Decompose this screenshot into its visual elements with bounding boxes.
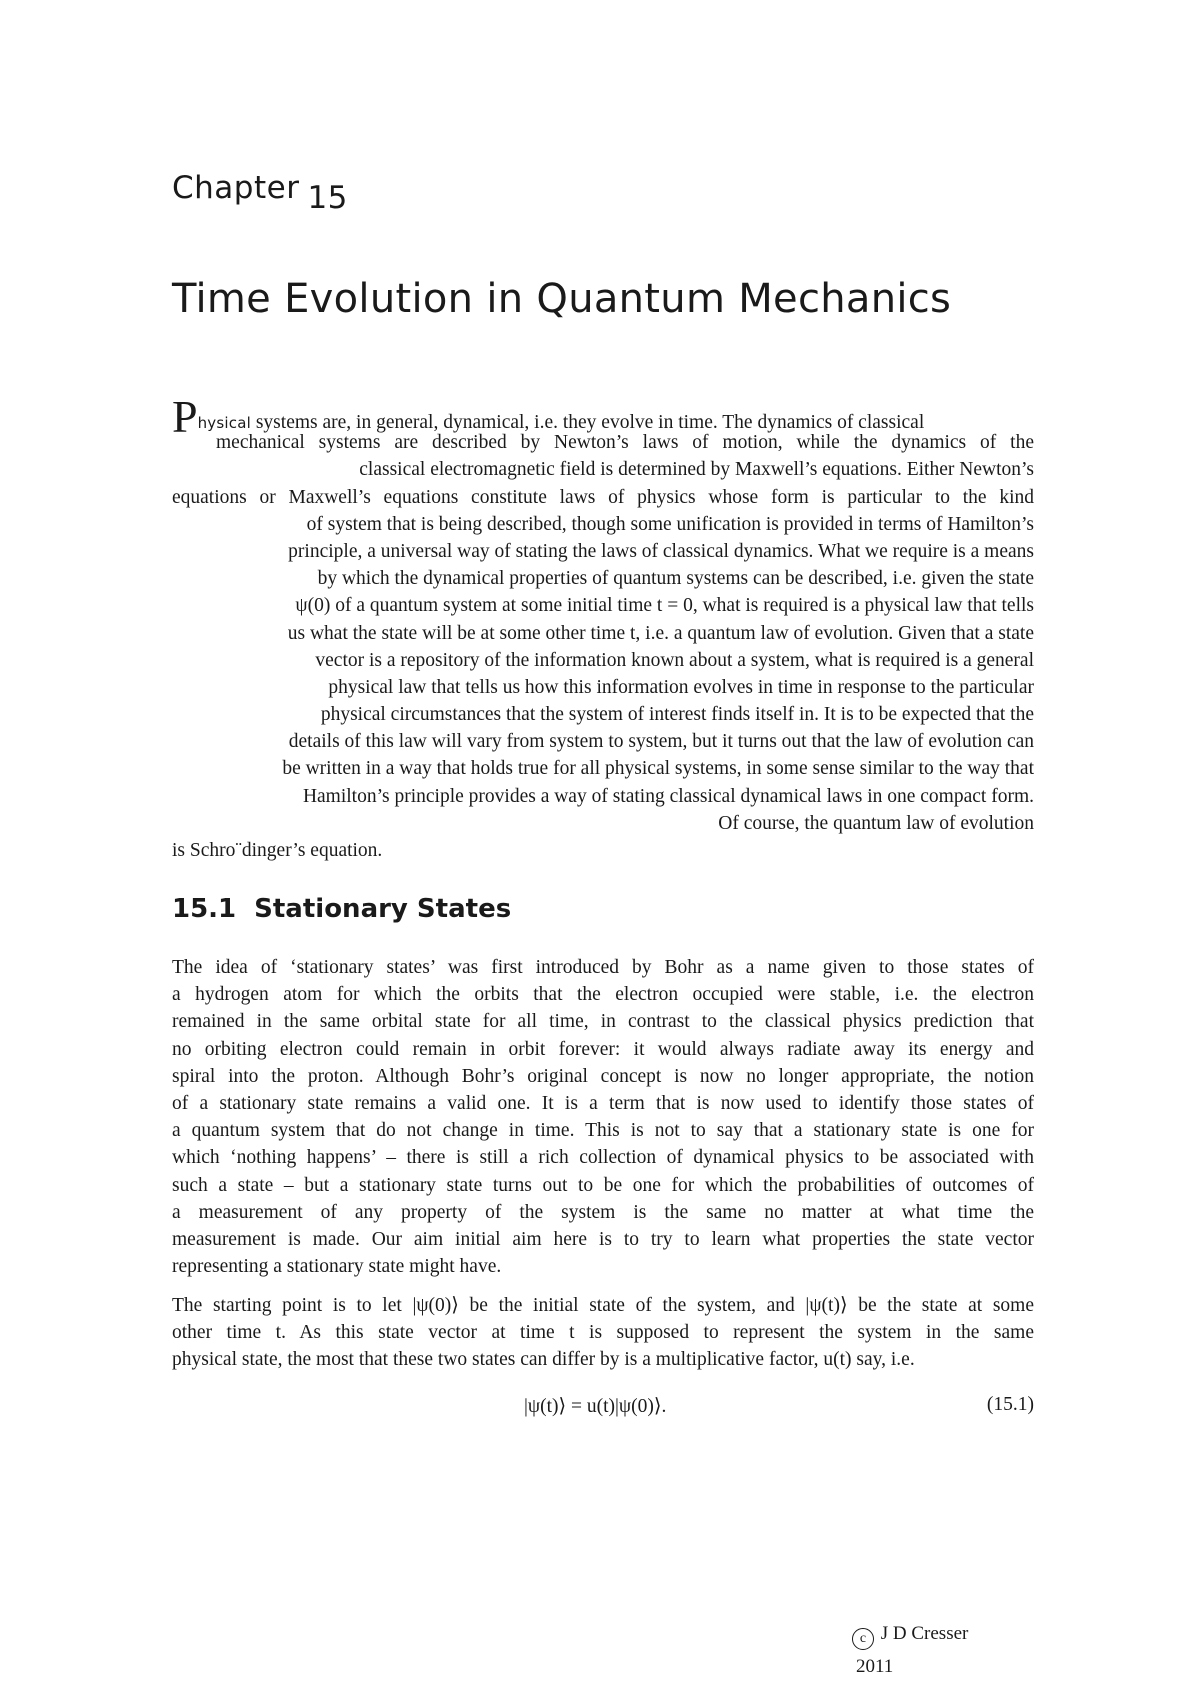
intro-line-text: principle, a universal way of stating the laws of classical dynamics. What we require is a means: [288, 540, 1034, 562]
paragraph-line: of a stationary state remains a valid one. It is a term that is now used to identify those states of: [172, 1092, 1034, 1114]
intro-line-8: [172, 592, 1034, 619]
intro-line-4: [172, 484, 1034, 511]
paragraph-line: The starting point is to let |ψ(0)⟩ be the initial state of the system, and |ψ(t)⟩ be the state at some: [172, 1295, 1034, 1316]
chapter-number: 15: [307, 180, 348, 216]
paragraph-starting-point: [172, 1292, 1034, 1374]
paragraph-line: no orbiting electron could remain in orbit forever: it would always radiate away its energy and: [172, 1038, 1034, 1060]
intro-line-text: physical law that tells us how this information evolves in time in response to the particular: [328, 676, 1034, 698]
intro-line-14: [172, 755, 1034, 782]
paragraph-line: measurement is made. Our aim initial aim here is to try to learn what properties the state vector: [172, 1228, 1034, 1250]
paragraph-line: which ‘nothing happens’ – there is still a rich collection of dynamical physics to be associated with: [172, 1147, 1034, 1169]
paragraph-line: such a state – but a stationary state turns out to be one for which the probabilities of outcomes of: [172, 1174, 1034, 1196]
intro-line-16: [172, 810, 1034, 837]
intro-line-text: Hamilton’s principle provides a way of stating classical dynamical laws in one compact form.: [302, 785, 1034, 807]
intro-line-text: physical circumstances that the system of interest finds itself in. It is to be expected that the: [320, 704, 1034, 726]
intro-line-text: by which the dynamical properties of quantum systems can be described, i.e. given the state: [317, 568, 1034, 590]
footer-year: 2011: [856, 1656, 894, 1677]
intro-paragraph: [172, 391, 1034, 864]
intro-line-17: [172, 837, 1034, 864]
paragraph-line: remained in the same orbital state for all time, in contrast to the classical physics prediction that: [172, 1011, 1034, 1033]
paragraph-line: a quantum system that do not change in time. This is not to say that a stationary state is one for: [172, 1120, 1034, 1142]
intro-line-1: [172, 391, 1034, 442]
intro-line-text: equations or Maxwell’s equations constitute laws of physics whose form is particular to the kind: [172, 486, 1034, 508]
intro-line-text: classical electromagnetic field is determined by Maxwell’s equations. Either Newton’s: [359, 459, 1034, 481]
intro-line-text: Of course, the quantum law of evolution: [718, 812, 1034, 834]
intro-line-text: us what the state will be at some other time t, i.e. a quantum law of evolution. Given that a state: [287, 622, 1034, 644]
intro-line-7: [172, 565, 1034, 592]
section-number: 15.1: [172, 894, 237, 924]
intro-line-text: details of this law will vary from system to system, but it turns out that the law of evolution can: [288, 731, 1034, 753]
intro-line-6: [172, 538, 1034, 565]
footer-author: J D Cresser: [880, 1623, 969, 1644]
chapter-title: Time Evolution in Quantum Mechanics: [172, 276, 952, 322]
intro-line-text: systems are, in general, dynamical, i.e. they evolve in time. The dynamics of classical: [250, 412, 925, 433]
intro-line-15: [172, 783, 1034, 810]
intro-line-9: [172, 620, 1034, 647]
intro-line-text: vector is a repository of the information known about a system, what is required is a general: [315, 649, 1034, 671]
paragraph-line: representing a stationary state might have.: [172, 1256, 502, 1278]
intro-line-2: [172, 429, 1034, 456]
equation-15-1: [172, 1394, 1034, 1422]
paragraph-line: physical state, the most that these two states can differ by is a multiplicative factor, u(t) say, i.e.: [172, 1349, 915, 1371]
equation-body: |ψ(t)⟩ = u(t)|ψ(0)⟩.: [524, 1396, 667, 1417]
paragraph-line: a measurement of any property of the system is the same no matter at what time the: [172, 1201, 1034, 1223]
intro-line-5: [172, 511, 1034, 538]
paragraph-line: a hydrogen atom for which the orbits that the electron occupied were stable, i.e. the electron: [172, 984, 1034, 1006]
intro-line-text: is Schro¨dinger’s equation.: [172, 840, 383, 861]
paragraph-line: spiral into the proton. Although Bohr’s original concept is now no longer appropriate, the notion: [172, 1065, 1034, 1087]
intro-smallcaps: hysical: [197, 414, 251, 432]
chapter-word: Chapter: [172, 170, 300, 206]
section-heading: [172, 894, 511, 924]
equation-number: (15.1): [986, 1394, 1034, 1415]
intro-line-text: of system that is being described, though some unification is provided in terms of Hamilton’s: [306, 513, 1034, 535]
section-title: Stationary States: [254, 894, 512, 924]
dropcap-letter: P: [172, 391, 198, 442]
copyright-icon: c: [852, 1628, 874, 1650]
intro-line-12: [172, 701, 1034, 728]
paragraph-line: The idea of ‘stationary states’ was first introduced by Bohr as a name given to those states of: [172, 957, 1034, 978]
paragraph-line: other time t. As this state vector at time t is supposed to represent the system in the same: [172, 1322, 1034, 1344]
intro-line-3: [172, 456, 1034, 483]
footer-copyright: [852, 1623, 968, 1650]
intro-line-text: mechanical systems are described by Newton’s laws of motion, while the dynamics of the: [216, 432, 1034, 454]
intro-line-10: [172, 647, 1034, 674]
chapter-label: [172, 170, 348, 216]
paragraph-stationary-states: [172, 954, 1034, 1280]
intro-line-11: [172, 674, 1034, 701]
intro-line-13: [172, 728, 1034, 755]
intro-line-text: ψ(0) of a quantum system at some initial time t = 0, what is required is a physical law that tells: [295, 595, 1034, 617]
intro-line-text: be written in a way that holds true for all physical systems, in some sense similar to the way that: [282, 758, 1034, 780]
